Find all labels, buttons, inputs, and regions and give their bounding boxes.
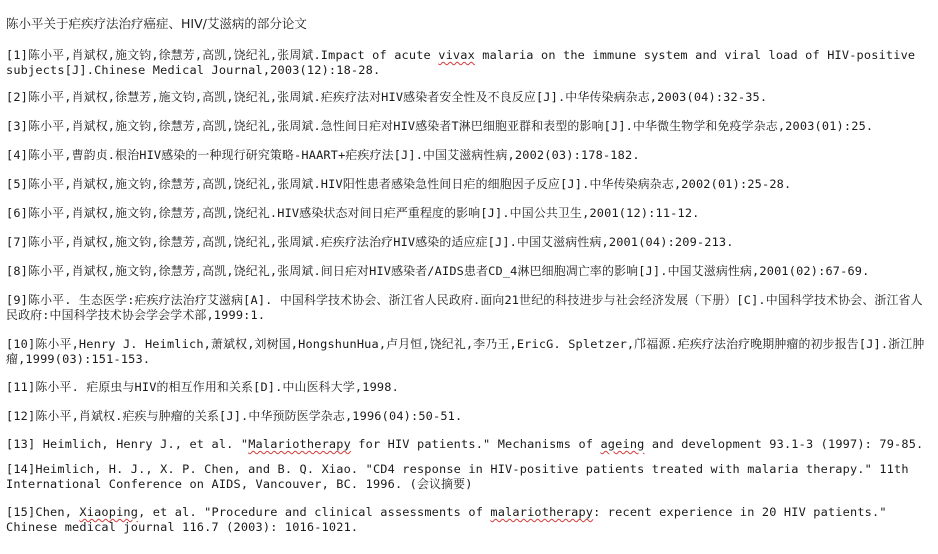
reference-11: [11]陈小平. 疟原虫与HIV的相互作用和关系[D].中山医科大学,1998. xyxy=(6,380,399,394)
document-page xyxy=(6,0,930,554)
spellcheck-word: Xiaoping xyxy=(79,505,139,519)
spellcheck-word: Malariotherapy xyxy=(248,437,351,451)
reference-14: [14]Heimlich, H. J., X. P. Chen, and B. Q. Xiao. "CD4 response in HIV-positive patients treated with malaria therapy." 11th International Conference on AIDS, Vancouver, BC. 1996. (会议摘要) xyxy=(6,462,917,491)
spellcheck-word: malariotherapy xyxy=(490,505,594,519)
reference-10: [10]陈小平,Henry J. Heimlich,萧斌权,刘树国,HongshunHua,卢月恒,饶纪礼,李乃王,EricG. Spletzer,邝福源.疟疾疗法治疗晚期肿瘤的初步报告[J].浙江肿瘤,1999(03):151-153. xyxy=(6,337,925,366)
reference-13: [13] Heimlich, Henry J., et al. "Malariotherapy for HIV patients." Mechanisms of ageing and development 93.1-3 (1997): 79-85. xyxy=(6,437,924,451)
reference-4: [4]陈小平,曹韵贞.根治HIV感染的一种现行研究策略-HAART+疟疾疗法[J].中国艾滋病性病,2002(03):178-182. xyxy=(6,148,640,162)
spellcheck-word: ageing xyxy=(600,437,645,451)
reference-12: [12]陈小平,肖斌权.疟疾与肿瘤的关系[J].中华预防医学杂志,1996(04):50-51. xyxy=(6,409,463,423)
reference-15: [15]Chen, Xiaoping, et al. "Procedure and clinical assessments of malariotherapy: recent experience in 20 HIV patients." Chinese medical journal 116.7 (2003): 1016-1021. xyxy=(6,505,895,534)
spellcheck-word: vivax xyxy=(438,48,475,62)
reference-1: [1]陈小平,肖斌权,施文钧,徐慧芳,高凯,饶纪礼,张周斌.Impact of acute vivax malaria on the immune system and viral load of HIV-positive subjects[J].Chinese Medical Journal,2003(12):18-28. xyxy=(6,48,923,77)
reference-5: [5]陈小平,肖斌权,施文钧,徐慧芳,高凯,饶纪礼,张周斌.HIV阳性患者感染急性间日疟的细胞因子反应[J].中华传染病杂志,2002(01):25-28. xyxy=(6,177,792,191)
reference-3: [3]陈小平,肖斌权,施文钧,徐慧芳,高凯,饶纪礼,张周斌.急性间日疟对HIV感染者T淋巴细胞亚群和表型的影响[J].中华微生物学和免疫学杂志,2003(01):25. xyxy=(6,119,874,133)
reference-8: [8]陈小平,肖斌权,施文钧,徐慧芳,高凯,饶纪礼,张周斌.间日疟对HIV感染者/AIDS患者CD_4淋巴细胞凋亡率的影响[J].中国艾滋病性病,2001(02):67-69. xyxy=(6,264,870,278)
reference-7: [7]陈小平,肖斌权,施文钧,徐慧芳,高凯,饶纪礼,张周斌.疟疾疗法治疗HIV感染的适应症[J].中国艾滋病性病,2001(04):209-213. xyxy=(6,235,734,249)
reference-6: [6]陈小平,肖斌权,施文钧,徐慧芳,高凯,饶纪礼.HIV感染状态对间日疟严重程度的影响[J].中国公共卫生,2001(12):11-12. xyxy=(6,206,700,220)
page-title: 陈小平关于疟疾疗法治疗癌症、HIV/艾滋病的部分论文 xyxy=(6,16,307,31)
reference-2: [2]陈小平,肖斌权,徐慧芳,施文钧,高凯,饶纪礼,张周斌.疟疾疗法对HIV感染者安全性及不良反应[J].中华传染病杂志,2003(04):32-35. xyxy=(6,90,768,104)
reference-9: [9]陈小平. 生态医学:疟疾疗法治疗艾滋病[A]. 中国科学技术协会、浙江省人民政府.面向21世纪的科技进步与社会经济发展（下册）[C].中国科学技术协会、浙江省人民政府:中国科学技术协会学会学术部,1999:1. xyxy=(6,293,923,322)
